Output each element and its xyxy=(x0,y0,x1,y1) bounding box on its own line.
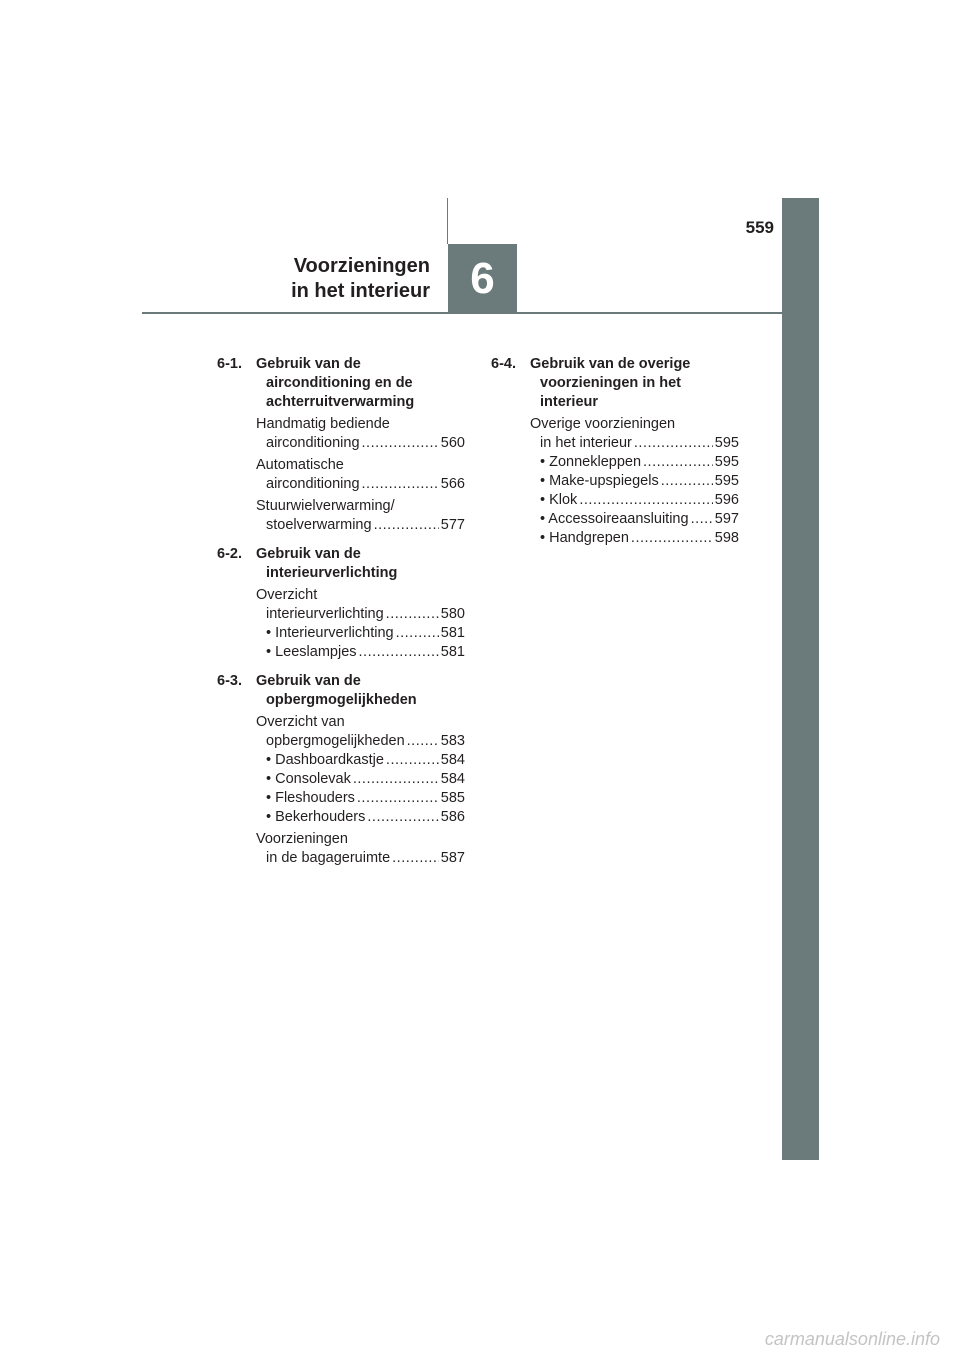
entry-title-cont: interieurverlichting xyxy=(266,606,384,622)
page-ref: 584 xyxy=(440,752,465,768)
sub-entry[interactable] xyxy=(530,510,739,529)
dot-leader xyxy=(367,808,438,827)
sub-entry-label: • Consolevak xyxy=(266,771,351,787)
sub-entry[interactable] xyxy=(256,624,465,643)
section-number: 6-2. xyxy=(217,546,242,562)
page-ref: 581 xyxy=(440,625,465,641)
section-heading[interactable] xyxy=(217,355,465,412)
page-ref: 595 xyxy=(714,473,739,489)
header-divider-vertical xyxy=(447,198,448,244)
sub-entry-label: • Klok xyxy=(540,492,578,508)
entry-line xyxy=(256,732,465,751)
entry-line xyxy=(256,849,465,868)
page-ref: 598 xyxy=(714,530,739,546)
section-entries xyxy=(256,415,465,535)
toc-entry[interactable] xyxy=(530,415,739,548)
sub-entry-label: • Make-upspiegels xyxy=(540,473,659,489)
sub-entry[interactable] xyxy=(256,789,465,808)
dot-leader xyxy=(634,434,713,453)
entry-title-cont: airconditioning xyxy=(266,476,360,492)
page-number: 559 xyxy=(745,218,774,237)
dot-leader xyxy=(691,510,713,529)
page-ref: 596 xyxy=(714,492,739,508)
header-divider-horizontal xyxy=(142,312,782,314)
entry-title-cont: opbergmogelijkheden xyxy=(266,733,405,749)
section-heading[interactable] xyxy=(217,672,465,710)
toc-entry[interactable] xyxy=(256,830,465,868)
dot-leader xyxy=(362,475,439,494)
sub-entry-label: • Accessoireaansluiting xyxy=(540,511,689,527)
chapter-title-line-1: Voorzieningen xyxy=(293,255,430,277)
dot-leader xyxy=(392,849,439,868)
section-heading[interactable] xyxy=(217,545,465,583)
page-ref: 595 xyxy=(714,435,739,451)
sub-entry-label: • Dashboardkastje xyxy=(266,752,384,768)
toc-entry[interactable] xyxy=(256,456,465,494)
sub-entry-label: • Handgrepen xyxy=(540,530,629,546)
section-number: 6-4. xyxy=(491,356,516,372)
toc-section xyxy=(217,355,465,535)
page-ref: 587 xyxy=(440,850,465,866)
page-ref: 566 xyxy=(440,476,465,492)
entry-title-cont: in de bagageruimte xyxy=(266,850,391,866)
section-title: Gebruik van de opbergmogelijkheden xyxy=(256,673,417,708)
sub-entry[interactable] xyxy=(256,808,465,827)
dot-leader xyxy=(396,624,439,643)
sub-entry-label: • Bekerhouders xyxy=(266,809,366,825)
entry-line xyxy=(256,605,465,624)
entry-title: Overige voorzieningen xyxy=(530,416,676,432)
toc-section xyxy=(491,355,739,548)
page-ref: 595 xyxy=(714,454,739,470)
page-ref: 581 xyxy=(440,644,465,660)
sub-entry[interactable] xyxy=(530,491,739,510)
sub-entry[interactable] xyxy=(256,643,465,662)
section-title: Gebruik van de overige voorzieningen in het interieur xyxy=(530,356,691,410)
dot-leader xyxy=(631,529,713,548)
section-entries xyxy=(530,415,739,548)
entry-line xyxy=(256,434,465,453)
page-ref: 560 xyxy=(440,435,465,451)
toc-entry[interactable] xyxy=(256,586,465,662)
dot-leader xyxy=(386,751,439,770)
toc-entry[interactable] xyxy=(256,415,465,453)
dot-leader xyxy=(362,434,439,453)
dot-leader xyxy=(374,516,439,535)
page-ref: 583 xyxy=(440,733,465,749)
dot-leader xyxy=(357,789,439,808)
chapter-title xyxy=(200,254,430,304)
watermark: carmanualsonline.info xyxy=(764,1329,940,1349)
page-ref: 584 xyxy=(440,771,465,787)
page-ref: 577 xyxy=(440,517,465,533)
sub-entry[interactable] xyxy=(530,453,739,472)
section-number: 6-1. xyxy=(217,356,242,372)
dot-leader xyxy=(643,453,713,472)
page-ref: 597 xyxy=(714,511,739,527)
toc-section xyxy=(217,545,465,662)
dot-leader xyxy=(661,472,713,491)
section-heading[interactable] xyxy=(491,355,739,412)
entry-title: Overzicht xyxy=(256,587,318,603)
toc-column-left xyxy=(217,355,465,878)
entry-line xyxy=(256,475,465,494)
chapter-thumb-tab xyxy=(782,198,819,1160)
section-title: Gebruik van de airconditioning en de achterruitverwarming xyxy=(256,356,415,410)
dot-leader xyxy=(386,605,439,624)
dot-leader xyxy=(353,770,439,789)
entry-title: Automatische xyxy=(256,457,344,473)
chapter-title-line-2: in het interieur xyxy=(291,280,430,302)
sub-entry-label: • Zonnekleppen xyxy=(540,454,642,470)
entry-title-cont: airconditioning xyxy=(266,435,360,451)
sub-entry-label: • Fleshouders xyxy=(266,790,355,806)
entry-title: Stuurwielverwarming/ xyxy=(256,498,395,514)
sub-entry-label: • Interieurverlichting xyxy=(266,625,394,641)
page-ref: 585 xyxy=(440,790,465,806)
sub-entry[interactable] xyxy=(530,472,739,491)
section-number: 6-3. xyxy=(217,673,242,689)
dot-leader xyxy=(579,491,712,510)
dot-leader xyxy=(359,643,439,662)
toc-section xyxy=(217,672,465,868)
entry-title-cont: in het interieur xyxy=(540,435,632,451)
entry-title-cont: stoelverwarming xyxy=(266,517,372,533)
entry-title: Handmatig bediende xyxy=(256,416,390,432)
sub-entry[interactable] xyxy=(256,770,465,789)
page-ref: 580 xyxy=(440,606,465,622)
entry-line xyxy=(256,516,465,535)
sub-entry-label: • Leeslampjes xyxy=(266,644,357,660)
dot-leader xyxy=(407,732,439,751)
toc-entry[interactable] xyxy=(256,713,465,827)
sub-entry[interactable] xyxy=(530,529,739,548)
chapter-number-box xyxy=(448,244,517,313)
section-entries xyxy=(256,586,465,662)
entry-title: Voorzieningen xyxy=(256,831,348,847)
entry-title: Overzicht van xyxy=(256,714,345,730)
page-ref: 586 xyxy=(440,809,465,825)
entry-line xyxy=(530,434,739,453)
sub-entry[interactable] xyxy=(256,751,465,770)
toc-entry[interactable] xyxy=(256,497,465,535)
section-title: Gebruik van de interieurverlichting xyxy=(256,546,398,581)
toc-column-right xyxy=(491,355,739,558)
section-entries xyxy=(256,713,465,868)
chapter-number: 6 xyxy=(470,253,495,303)
